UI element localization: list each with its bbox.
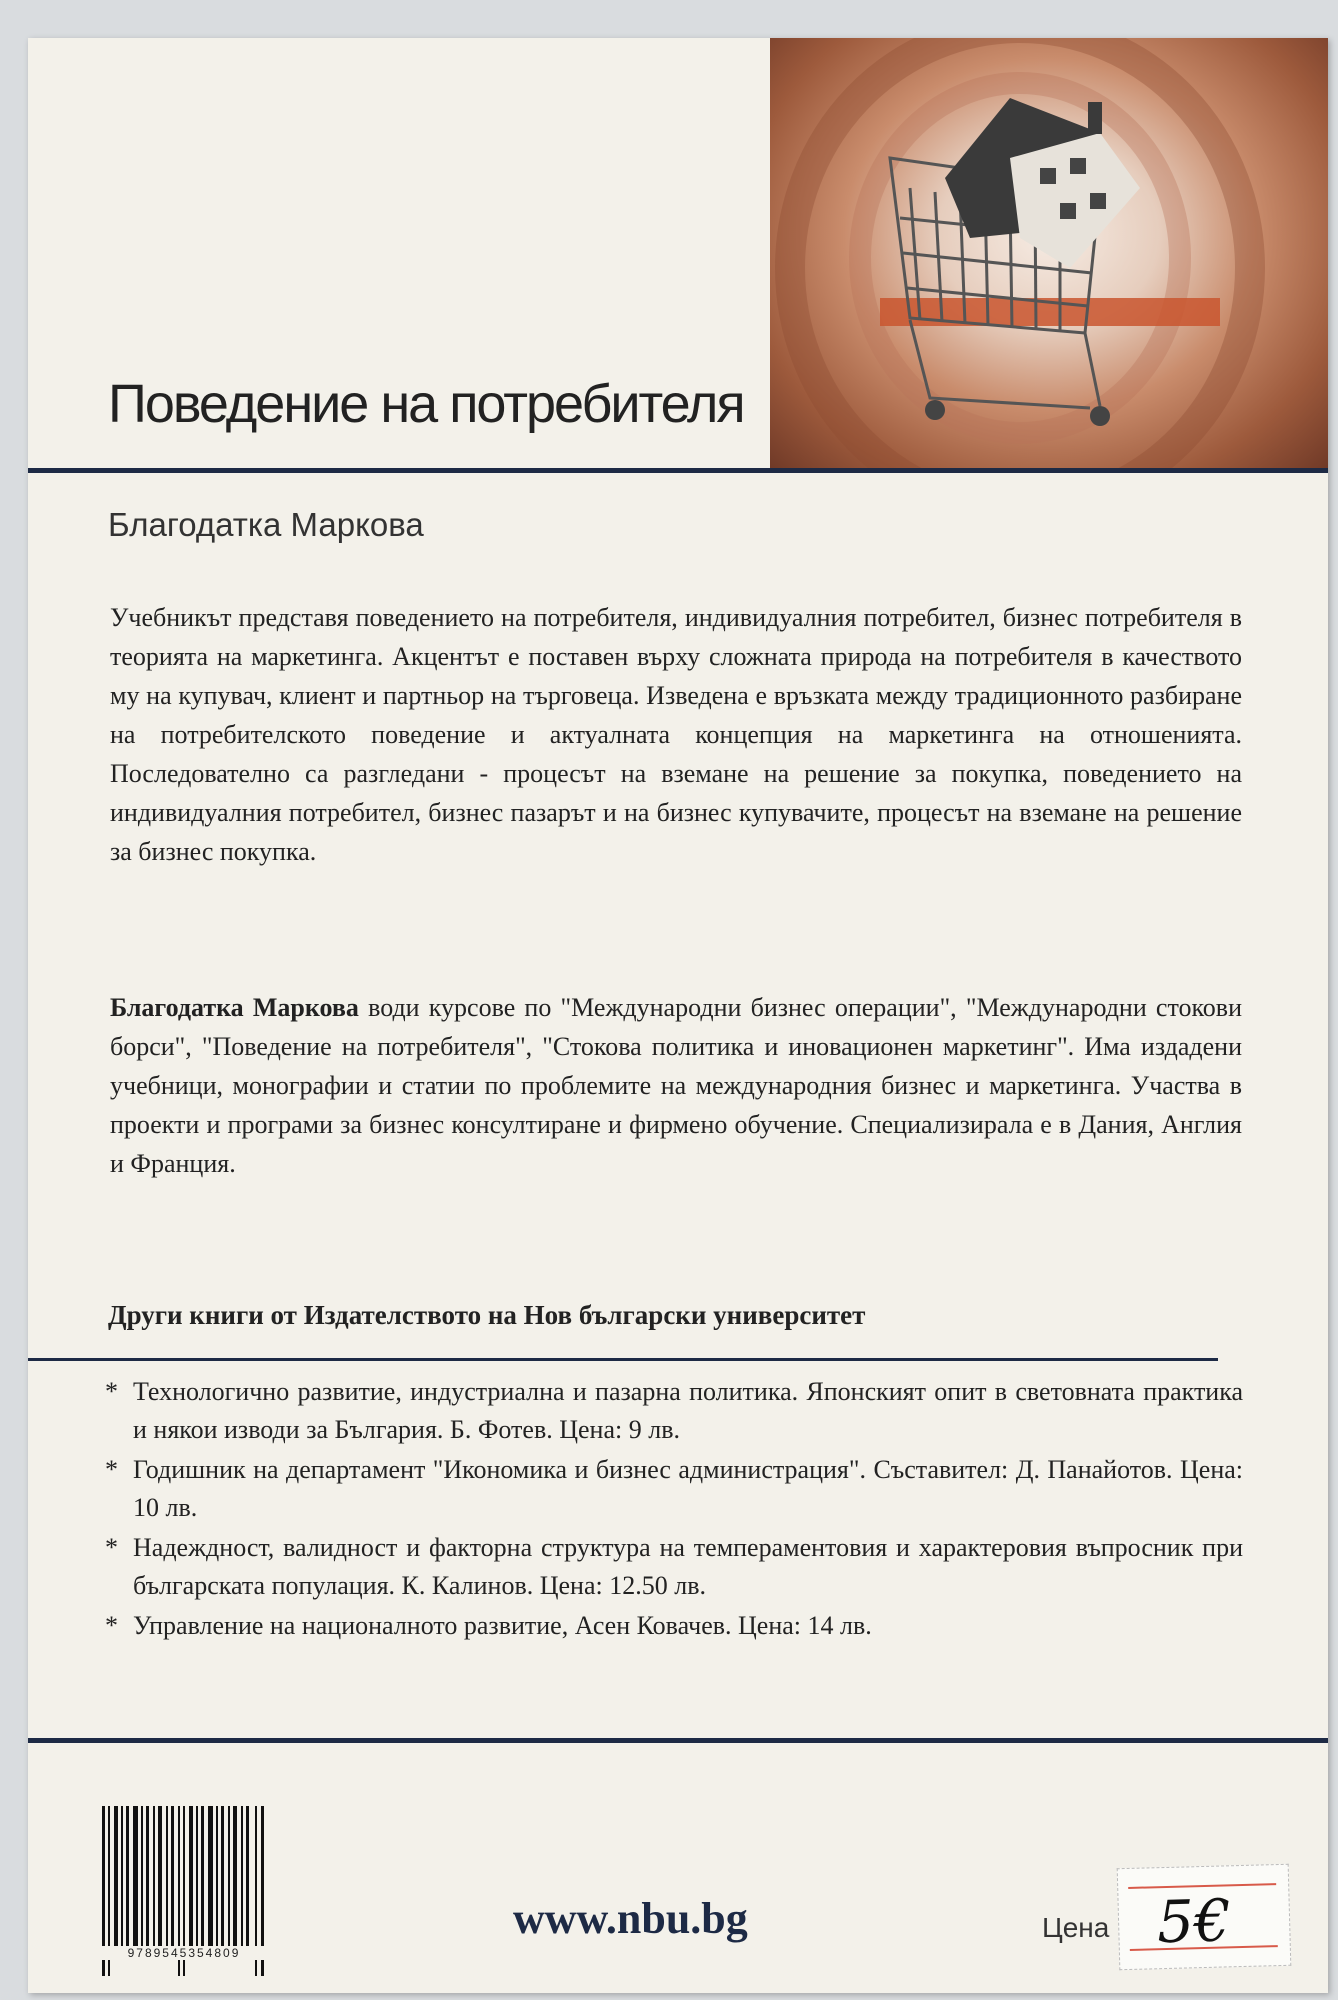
author-bio — [110, 988, 1242, 1183]
book-description: Учебникът представя поведението на потребителя, индивидуалния потребител, бизнес потребителя в теорията на маркетинга. Акцентът е поставен върху сложната природа на потребителя в качеството му на купувач, клиент и партньор на търговеца. Изведена е връзката между традиционното разбиране на потребителското поведение и актуалната концепция на маркетинга на отношенията. Последователно са разгледани - процесът на вземане на решение за покупка, поведението на индивидуалния потребител, бизнес пазарът и на бизнес купувачите, процесът на вземане на решение за бизнес покупка. — [110, 603, 1242, 866]
title-divider — [28, 468, 1328, 473]
price-label: Цена — [1042, 1912, 1110, 1943]
author-bio-text: води курсове по "Международни бизнес операции", "Международни стокови борси", "Поведение на потребителя", "Стокова политика и иновационен маркетинг". Има издадени учебници, монографии и статии по проблемите на международния бизнес и маркетинга. Участва в проекти и програми за бизнес консултиране и фирмено обучение. Специализирала е в Дания, Англия и Франция. — [110, 993, 1242, 1178]
publisher-website: www.nbu.bg — [513, 1894, 748, 1943]
other-books-list — [103, 1373, 1243, 1647]
cart-illustration — [770, 38, 1328, 473]
book-entry: Технологично развитие, индустриална и пазарна политика. Японският опит в световната практика и някои изводи за България. Б. Фотев. Цена: 9 лв. — [133, 1377, 1243, 1444]
list-item — [103, 1607, 1243, 1645]
bullet-star-icon: * — [105, 1533, 118, 1562]
handwritten-price: 5€ — [1156, 1886, 1232, 1957]
bullet-star-icon: * — [105, 1611, 118, 1640]
footer-divider — [28, 1738, 1328, 1743]
book-back-cover — [28, 38, 1328, 1993]
bullet-star-icon: * — [105, 1377, 118, 1406]
list-item — [103, 1451, 1243, 1527]
other-books-divider — [28, 1358, 1218, 1361]
book-entry: Управление на националното развитие, Асен Ковачев. Цена: 14 лв. — [133, 1611, 872, 1640]
list-item — [103, 1529, 1243, 1605]
author-bio-name: Благодатка Маркова — [110, 993, 359, 1022]
isbn-number: 9789545354809 — [98, 1946, 270, 1960]
author-name: Благодатка Маркова — [108, 506, 424, 543]
other-books-heading: Други книги от Издателството на Нов български университет — [108, 1300, 866, 1330]
list-item — [103, 1373, 1243, 1449]
book-entry: Надеждност, валидност и факторна структура на темпераментовия и характеровия въпросник при българската популация. К. Калинов. Цена: 12.50 лв. — [133, 1533, 1243, 1600]
book-title: Поведение на потребителя — [108, 374, 744, 434]
bullet-star-icon: * — [105, 1455, 118, 1484]
book-entry: Годишник на департамент "Икономика и бизнес администрация". Съставител: Д. Панайотов. Цена: 10 лв. — [133, 1455, 1243, 1522]
price-sticker — [1117, 1864, 1292, 1970]
cover-photo-shopping-cart-house — [770, 38, 1328, 473]
